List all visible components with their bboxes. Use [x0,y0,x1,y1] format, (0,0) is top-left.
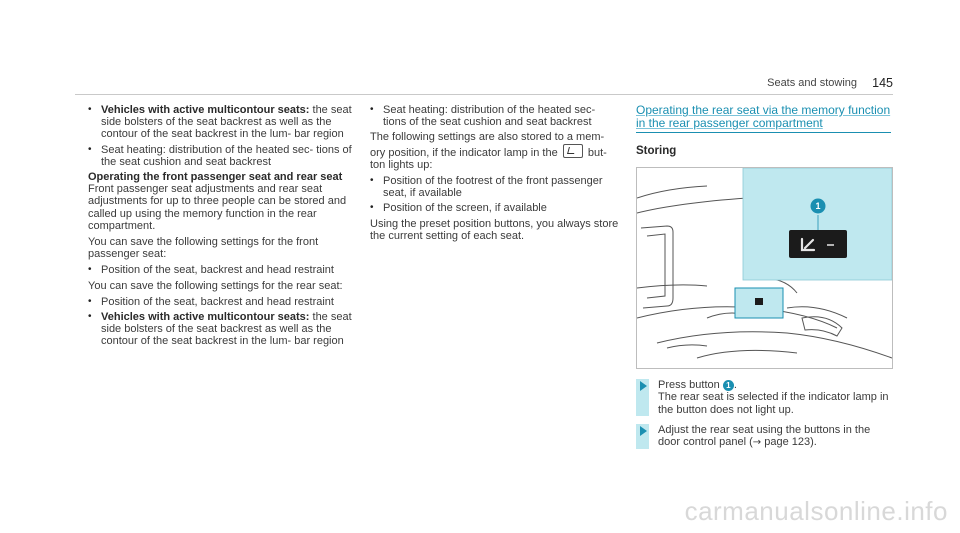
step-arrow-icon [640,381,647,391]
section-title: Seats and stowing [767,77,857,89]
column-right [636,104,891,457]
subheading: Storing [636,145,677,157]
instruction-steps [636,379,891,449]
step-text: Adjust the rear seat using the buttons in the door control panel ( [658,423,871,449]
page-reference[interactable]: page 123). [761,436,817,449]
paragraph: Front passenger seat adjustments and rear seat adjustments for up to three people can be stored and called up using the memory function in the rear compartment. [88,183,347,232]
bullet-text: Position of the seat, backrest and head restraint [101,295,334,308]
bullet-text: Seat heating: distribution of the heated sec- tions of the seat cushion and seat backrest [101,143,352,168]
step-detail: The rear seat is selected if the indicator lamp in the button does not light up. [658,391,889,416]
bullet-icon: • [88,311,92,323]
column-middle [370,104,620,246]
paragraph: You can save the following settings for the rear seat: [88,279,343,292]
list-item [370,104,620,128]
paragraph-text: but- ton lights up: [370,146,607,171]
paragraph: You can save the following settings for the front passenger seat: [88,236,319,261]
bullet-icon: • [88,104,92,115]
page-number: 145 [872,76,893,90]
list-item [370,202,620,214]
list-item [88,104,358,141]
bullet-label: Vehicles with active multicontour seats: [101,311,310,324]
bullet-text: Position of the screen, if available [383,202,547,215]
instruction-step [636,424,891,449]
bullet-icon: • [88,143,92,155]
step-text: . [733,379,737,392]
seat-memory-button-icon [563,144,583,158]
bullet-icon: • [370,202,374,214]
step-arrow-icon [640,426,647,436]
bullet-icon: • [370,175,374,187]
list-item [370,175,620,199]
section-heading-text: Operating the rear seat via the memory function in the rear passenger compartment [636,103,891,130]
step-text: Press button [658,379,720,392]
paragraph: Using the preset position buttons, you always store the current setting of each seat. [370,217,619,242]
section-heading [636,104,891,133]
bullet-icon: • [88,264,92,276]
bullet-text: Seat heating: distribution of the heated sec- tions of the seat cushion and seat backrest [383,104,596,129]
bullet-text: Position of the footrest of the front passenger seat, if available [383,175,603,200]
page-header [75,76,893,95]
door-panel-drawing [637,168,892,368]
watermark: carmanualsonline.info [684,496,948,526]
bullet-text: the seat side bolsters of the seat backrest as well as the contour of the seat backrest in the lum- bar region [101,311,352,348]
door-panel-illustration [636,167,893,369]
bullet-icon: • [88,295,92,307]
list-item [88,311,358,348]
list-item [88,296,358,308]
list-item [88,264,358,276]
paragraph [370,131,620,171]
page-reference-arrow-icon: → [752,437,762,449]
column-left [88,104,358,351]
bullet-text: Position of the seat, backrest and head restraint [101,264,334,277]
bullet-label: Vehicles with active multicontour seats: [101,104,310,116]
list-item [88,144,358,168]
bullet-icon: • [370,104,374,115]
callout-badge: 1 [723,380,734,391]
callout-number: 1 [815,201,821,212]
instruction-step [636,379,891,416]
paragraph-text: The following settings are also stored to a mem- ory position, if the indicator lamp in the [370,131,605,159]
bullet-text: the seat side bolsters of the seat backrest as well as the contour of the seat backrest in the lum- bar region [101,104,352,141]
subheading: Operating the front passenger seat and rear seat [88,171,343,184]
